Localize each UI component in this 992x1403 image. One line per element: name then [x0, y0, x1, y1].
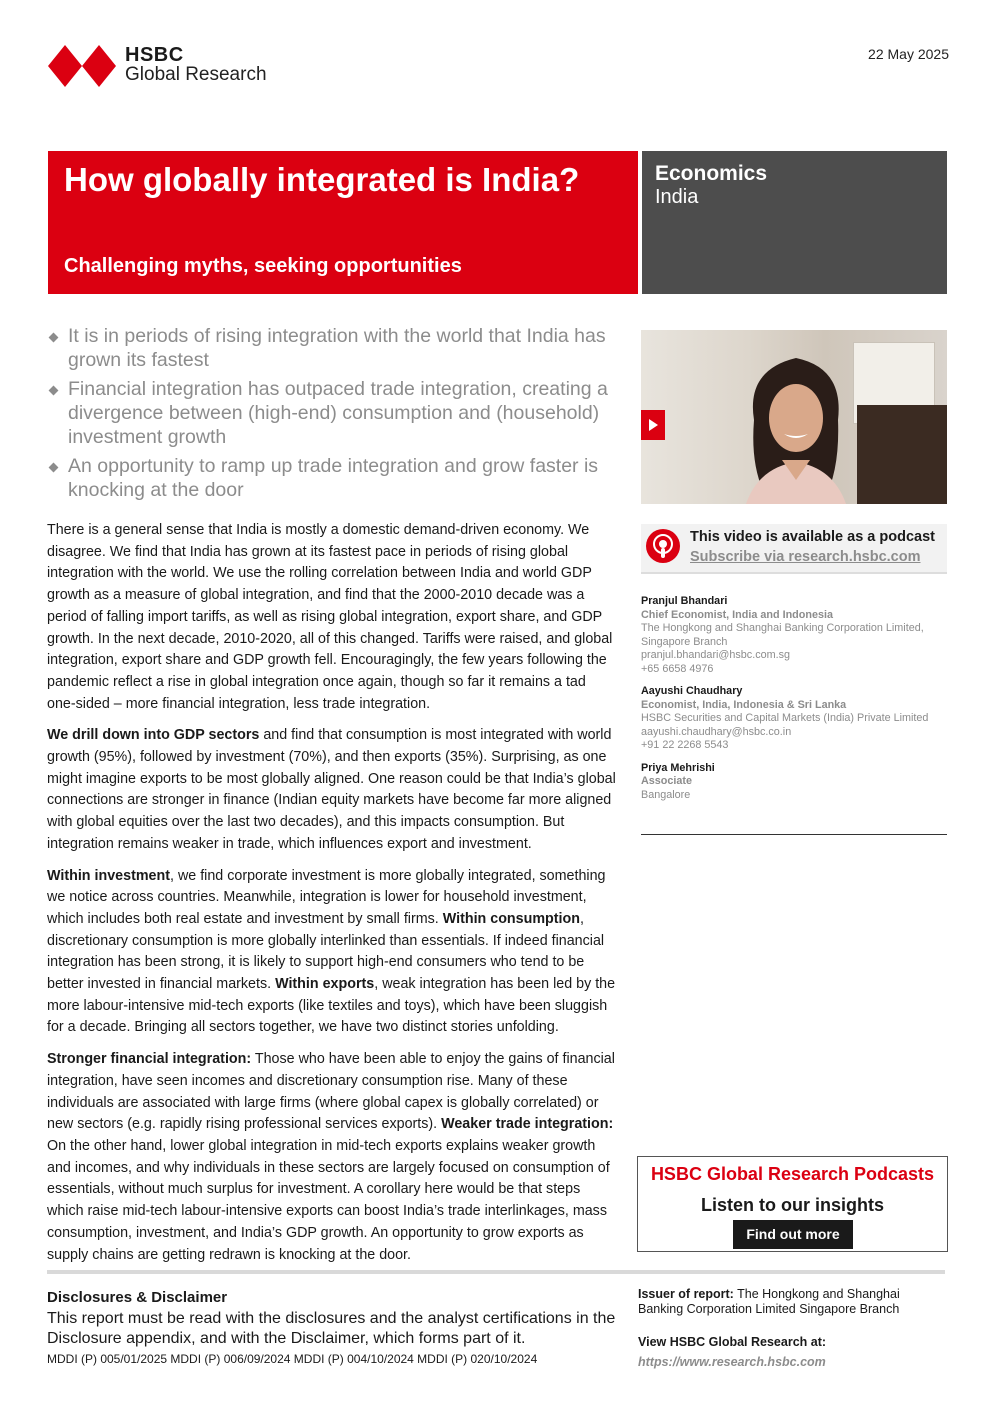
report-title: How globally integrated is India? — [64, 161, 580, 198]
promo-subheading: Listen to our insights — [701, 1195, 884, 1215]
divider — [641, 834, 947, 835]
desk — [857, 405, 947, 504]
author-name: Priya Mehrishi — [641, 761, 715, 774]
author-email[interactable]: pranjul.bhandari@hsbc.com.sg — [641, 649, 791, 661]
report-date: 22 May 2025 — [868, 46, 949, 62]
report-subtitle: Challenging myths, seeking opportunities — [64, 255, 462, 277]
author-email[interactable]: aayushi.chaudhary@hsbc.co.in — [641, 725, 792, 738]
author-role: Associate — [641, 775, 693, 787]
author-name: Aayushi Chaudhary — [641, 685, 743, 697]
brand-name: HSBC — [125, 44, 184, 66]
hsbc-logo — [48, 44, 278, 88]
play-icon[interactable] — [641, 410, 665, 440]
video-thumbnail[interactable] — [641, 330, 947, 504]
category-box — [642, 151, 947, 294]
podcast-icon — [645, 528, 681, 564]
paragraph: We drill down into GDP sectors and find that consumption is most integrated with world growth (95%), followed by investment (70%), and then exports (35%). Surprising, as one might imagine exports to be most globally aligned. One reason could be that India’s global connections are stronger in finance (Indian equity markets have become far more aligned with global equities over the last two decades), and this impacts consumption. But integration remains weaker in trade, which influences export and investment. — [47, 727, 616, 852]
brand-subname: Global Research — [125, 64, 267, 85]
disclosure-text: This report must be read with the disclosures and the analyst certifications in the Disclosure appendix, and with the Disclaimer, which forms part of it. — [47, 1310, 616, 1347]
mddi-numbers: MDDI (P) 005/01/2025 MDDI (P) 006/09/2024 MDDI (P) 004/10/2024 MDDI (P) 020/10/2024 — [47, 1352, 538, 1366]
research-url-link[interactable]: https://www.research.hsbc.com — [638, 1355, 826, 1369]
author-org: HSBC Securities and Capital Markets (India) Private Limited — [641, 712, 929, 724]
author-org: Bangalore — [641, 788, 691, 801]
podcast-promo-box — [637, 1156, 948, 1252]
author-role: Chief Economist, India and Indonesia — [641, 608, 833, 621]
author-list — [641, 595, 947, 811]
presenter-image — [736, 350, 856, 504]
author-entry — [641, 685, 947, 753]
paragraph: Within investment, we find corporate investment is more globally integrated, something we notice across countries. Meanwhile, integration is lower for household investment, which includes both real estate and investment by small firms. Within consumption, discretionary consumption is more globally interlinked than essentials. If indeed financial integration has been strong, it is likely to support high-end consumers who tend to be better invested in financial markets. Within exports, weak integration has been led by the more labour-intensive mid-tech exports (like textiles and toys), which have been sluggish for a decade. Bringing all sectors together, we have two distinct stories unfolding. — [47, 867, 616, 1036]
category-label: Economics — [655, 162, 768, 185]
author-name: Pranjul Bhandari — [641, 595, 728, 607]
key-point: An opportunity to ramp up trade integration and grow faster is knocking at the door — [48, 454, 613, 502]
diamond-bullet-icon — [49, 333, 59, 343]
author-phone: +91 22 2268 5543 — [641, 739, 729, 751]
paragraph: There is a general sense that India is mostly a domestic demand-driven economy. We disagree. We find that India has grown at its fastest pace in periods of rising global integration with the world. We use the rolling correlation between India and world GDP growth as a measure of global integration, and find that the 2000-2010 decade was a period of falling import tariffs, as well as rising global integration, export share, and GDP growth. In the next decade, 2010-2020, all of this changed. Tariffs were raised, and global integration, export share and GDP growth fell. Encouragingly, the few years following the pandemic reflect a rise in global integration once again, though so far it remains a tad one-sided – more financial integration, less trade integration. — [47, 522, 613, 712]
podcast-line: This video is available as a podcast — [690, 529, 935, 545]
author-org: The Hongkong and Shanghai Banking Corporation Limited, Singapore Branch — [641, 622, 924, 648]
footer-divider — [47, 1270, 945, 1274]
hsbc-hexagon-icon — [48, 45, 116, 87]
title-banner — [48, 151, 638, 294]
author-role: Economist, India, Indonesia & Sri Lanka — [641, 698, 847, 711]
diamond-bullet-icon — [49, 386, 59, 396]
podcast-banner[interactable] — [641, 524, 947, 574]
body-text — [47, 520, 617, 1276]
diamond-bullet-icon — [49, 463, 59, 473]
author-phone: +65 6658 4976 — [641, 662, 714, 675]
key-point: It is in periods of rising integration with the world that India has grown its fastest — [48, 324, 613, 372]
podcast-subscribe-link[interactable]: Subscribe via research.hsbc.com — [690, 549, 921, 565]
issuer-info: Issuer of report: The Hongkong and Shanghai Banking Corporation Limited Singapore Branch — [638, 1287, 900, 1316]
disclosure-heading: Disclosures & Disclaimer — [47, 1289, 228, 1306]
region-label: India — [655, 186, 699, 208]
view-research-label: View HSBC Global Research at: — [638, 1335, 827, 1349]
key-points — [48, 324, 613, 507]
author-entry — [641, 762, 947, 803]
paragraph: Stronger financial integration: Those who have been able to enjoy the gains of financial integration, have seen incomes and discretionary consumption rise. Many of these individuals are associated with large firms (where global capex is globally correlated) or new sectors (e.g. rapidly rising professional services exports). Weaker trade integration: On the other hand, lower global integration in mid-tech exports explains weaker growth and incomes, and why individuals in these sectors are largely focused on consumption of essentials, without much surplus for investment. A corollary here would be that steps which raise mid-tech labour-intensive exports can boost India’s trade interlinkages, mass consumption, investment, and India’s GDP growth. An opportunity to grow exports as supply chains are getting redrawn is knocking at the door. — [47, 1051, 615, 1263]
find-out-more-button[interactable]: Find out more — [733, 1220, 853, 1249]
key-point: Financial integration has outpaced trade integration, creating a divergence between (high-end) consumption and (household) investment growth — [48, 377, 613, 449]
promo-heading: HSBC Global Research Podcasts — [650, 1164, 935, 1184]
author-entry — [641, 595, 947, 676]
